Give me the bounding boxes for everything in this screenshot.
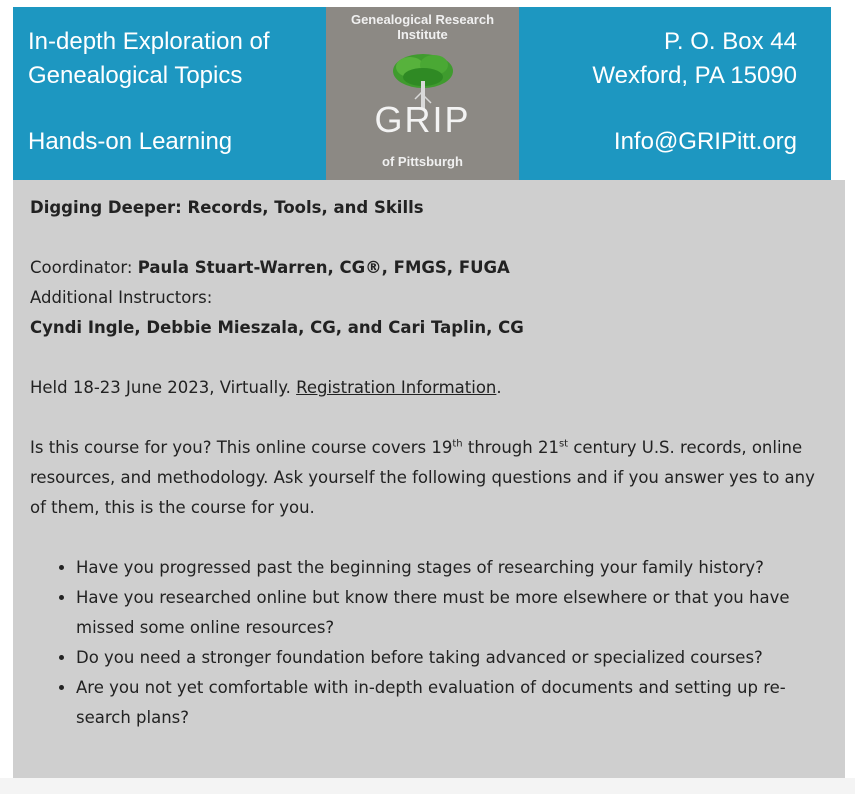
intro-part-2: through 21 [462,438,559,457]
grip-logo [326,7,519,180]
question-item: • Do you need a stronger foundation before taking advanced or specialized courses? [76,643,830,673]
header-banner [13,7,831,180]
held-end: . [496,378,502,397]
intro-sup-1: th [452,438,463,450]
tagline-line-3: Hands-on Learning [28,128,233,155]
intro-part-1: Is this course for you? This online course covers 19 [30,438,453,457]
tagline-line-1: In-depth Exploration of [28,28,270,55]
registration-link[interactable]: Registration Information [296,378,497,397]
held-text: Held 18-23 June 2023, Virtually. [30,378,297,397]
coordinator-line [30,253,830,283]
intro-part-3: century U.S. records, online resources, and methodology. Ask yourself the following questions and if you answer yes to any of them, this is the course for you. [30,438,815,517]
logo-mark: GRIP [374,99,471,140]
coordinator-label: Coordinator: [30,258,138,277]
contact-city: Wexford, PA 15090 [592,62,797,89]
logo-city: of Pittsburgh [382,154,463,169]
intro-paragraph [30,433,830,523]
page-bottom-strip [0,778,855,794]
question-item: • Are you not yet comfortable with in-depth evaluation of documents and setting up re-search plans? [76,673,830,733]
coordinator-name: Paula Stuart-Warren, CG®, FMGS, FUGA [137,258,510,277]
banner-contact [537,25,797,159]
contact-email: Info@GRIPitt.org [613,128,797,155]
held-line [30,373,830,403]
course-title: Digging Deeper: Records, Tools, and Skills [30,198,424,217]
course-panel [13,180,845,778]
additional-label: Additional Instructors: [30,288,213,307]
contact-box: P. O. Box 44 [664,28,797,55]
logo-org-name: Genealogical Research Institute [350,12,495,42]
tagline-line-2: Genealogical Topics [28,62,243,89]
additional-instructors: Cyndi Ingle, Debbie Mieszala, CG, and Cari Taplin, CG [30,318,524,337]
question-item: • Have you progressed past the beginning stages of researching your family history? [76,553,830,583]
question-list [30,553,830,733]
banner-tagline [28,25,328,159]
question-item: • Have you researched online but know there must be more elsewhere or that you have missed some online resources? [76,583,830,643]
intro-sup-2: st [558,438,569,450]
